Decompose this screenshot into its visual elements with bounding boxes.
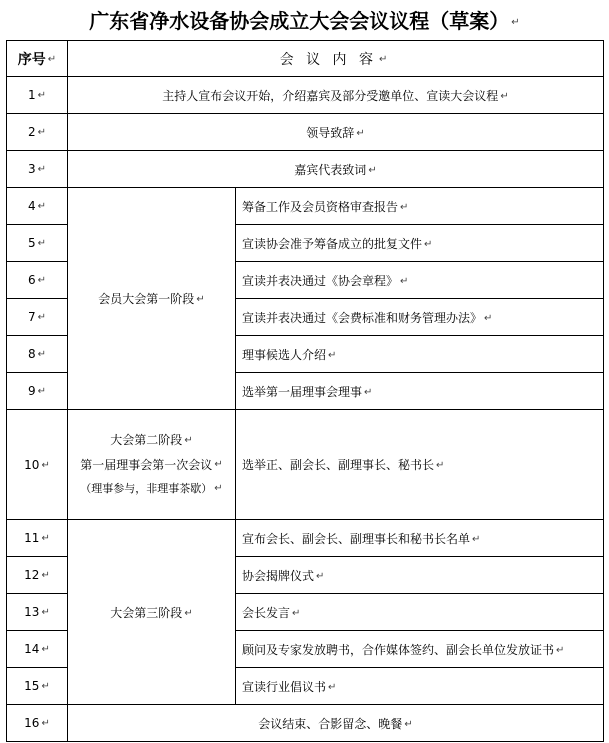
- paragraph-mark-icon: ↵: [500, 90, 509, 102]
- row-number: [7, 225, 68, 262]
- cell-text: 领导致辞: [306, 125, 355, 140]
- paragraph-mark-icon: ↵: [41, 570, 50, 581]
- row-number: [7, 336, 68, 373]
- table-row: [7, 520, 604, 557]
- table-row: [7, 705, 604, 742]
- paragraph-mark-icon: ↵: [292, 607, 301, 619]
- cell-text: 宣读行业倡议书: [242, 679, 327, 694]
- cell-text: 8: [27, 347, 36, 361]
- row-number: [7, 557, 68, 594]
- row-number: [7, 188, 68, 225]
- paragraph-mark-icon: ↵: [37, 90, 47, 101]
- paragraph-mark-icon: ↵: [214, 459, 223, 470]
- paragraph-mark-icon: ↵: [37, 386, 47, 397]
- paragraph-mark-icon: ↵: [37, 312, 47, 323]
- paragraph-mark-icon: ↵: [368, 164, 377, 176]
- paragraph-mark-icon: ↵: [436, 460, 445, 471]
- row-number: [7, 631, 68, 668]
- page-title: [0, 6, 609, 36]
- paragraph-mark-icon: ↵: [41, 459, 50, 471]
- cell-text: 序号: [17, 51, 46, 68]
- table-row: [7, 188, 604, 225]
- row-content: [68, 77, 604, 114]
- cell-text: 理事候选人介绍: [242, 347, 327, 362]
- cell-text: 3: [27, 162, 36, 176]
- row-content: [236, 299, 604, 336]
- row-number: [7, 262, 68, 299]
- cell-text: 9: [27, 384, 36, 398]
- row-content: [236, 373, 604, 410]
- stage-cell-3: [68, 520, 236, 705]
- paragraph-mark-icon: ↵: [400, 201, 409, 213]
- cell-text: 6: [27, 273, 36, 287]
- paragraph-mark-icon: ↵: [400, 275, 409, 287]
- row-number: [7, 705, 68, 742]
- row-content: [236, 410, 604, 520]
- row-content: [236, 262, 604, 299]
- row-content: [236, 336, 604, 373]
- paragraph-mark-icon: ↵: [328, 681, 337, 693]
- cell-text: 7: [27, 310, 36, 324]
- row-content: [68, 151, 604, 188]
- cell-text: 宣读协会准予筹备成立的批复文件: [242, 236, 423, 251]
- agenda-table: [6, 40, 604, 742]
- paragraph-mark-icon: ↵: [37, 164, 47, 175]
- cell-text: 宣读并表决通过《协会章程》: [242, 273, 399, 288]
- row-number: [7, 373, 68, 410]
- paragraph-mark-icon: ↵: [41, 607, 50, 618]
- paragraph-mark-icon: ↵: [378, 54, 392, 65]
- cell-text: 1: [27, 88, 36, 102]
- stage-cell-2: [68, 410, 236, 520]
- cell-text: 12: [24, 568, 40, 582]
- cell-text: 大会第三阶段: [110, 605, 183, 620]
- row-content: [236, 520, 604, 557]
- cell-text: 宣读并表决通过《会费标准和财务管理办法》: [242, 310, 483, 325]
- row-content: [68, 114, 604, 151]
- table-row: [7, 410, 604, 520]
- row-number: [7, 410, 68, 520]
- cell-text: 16: [24, 716, 40, 730]
- paragraph-mark-icon: ↵: [37, 127, 47, 138]
- row-content: [236, 557, 604, 594]
- row-content: [68, 705, 604, 742]
- row-content: [236, 225, 604, 262]
- row-number: [7, 151, 68, 188]
- paragraph-mark-icon: ↵: [37, 238, 47, 249]
- paragraph-mark-icon: ↵: [328, 349, 337, 361]
- paragraph-mark-icon: ↵: [214, 483, 223, 494]
- table-header-row: [7, 41, 604, 77]
- stage2-note: （理事参与，非理事茶歇）: [80, 482, 213, 495]
- cell-text: 选举第一届理事会理事: [242, 384, 363, 399]
- row-number: [7, 594, 68, 631]
- paragraph-mark-icon: ↵: [484, 312, 493, 324]
- paragraph-mark-icon: ↵: [41, 681, 50, 692]
- paragraph-mark-icon: ↵: [37, 275, 47, 286]
- cell-text: 2: [27, 125, 36, 139]
- cell-text: 14: [24, 642, 40, 656]
- cell-text: 顾问及专家发放聘书，合作媒体签约、副会长单位发放证书: [242, 642, 555, 657]
- row-number: [7, 520, 68, 557]
- paragraph-mark-icon: ↵: [196, 294, 205, 305]
- cell-text: 会 议 内 容: [279, 51, 377, 68]
- row-content: [236, 631, 604, 668]
- paragraph-mark-icon: ↵: [41, 718, 50, 729]
- cell-text: 11: [24, 531, 40, 545]
- paragraph-mark-icon: ↵: [424, 238, 433, 250]
- cell-text: 宣布会长、副会长、副理事长和秘书长名单: [242, 531, 471, 546]
- table-row: [7, 151, 604, 188]
- cell-text: 4: [27, 199, 36, 213]
- paragraph-mark-icon: ↵: [41, 644, 50, 655]
- paragraph-mark-icon: ↵: [511, 16, 520, 28]
- header-content: [68, 41, 604, 77]
- cell-text: 筹备工作及会员资格审查报告: [242, 199, 399, 214]
- row-number: [7, 299, 68, 336]
- cell-text: 会员大会第一阶段: [98, 292, 195, 306]
- cell-text: 13: [24, 605, 40, 619]
- table-row: [7, 77, 604, 114]
- row-content: [236, 594, 604, 631]
- cell-text: 选举正、副会长、副理事长、秘书长: [242, 458, 435, 472]
- row-number: [7, 77, 68, 114]
- cell-text: 会议结束、合影留念、晚餐: [258, 716, 403, 731]
- cell-text: 15: [24, 679, 40, 693]
- cell-text: 协会揭牌仪式: [242, 568, 315, 583]
- paragraph-mark-icon: ↵: [41, 533, 50, 544]
- stage2-title: 大会第二阶段: [110, 433, 183, 447]
- row-content: [236, 668, 604, 705]
- paragraph-mark-icon: ↵: [37, 201, 47, 212]
- paragraph-mark-icon: ↵: [47, 54, 57, 65]
- title-text: 广东省净水设备协会成立大会会议议程（草案）: [89, 9, 510, 33]
- stage2-subtitle: 第一届理事会第一次会议: [80, 457, 213, 472]
- paragraph-mark-icon: ↵: [184, 607, 193, 619]
- table-row: [7, 114, 604, 151]
- cell-text: 10: [24, 457, 40, 472]
- paragraph-mark-icon: ↵: [556, 644, 565, 656]
- paragraph-mark-icon: ↵: [356, 127, 365, 139]
- row-number: [7, 668, 68, 705]
- paragraph-mark-icon: ↵: [184, 434, 193, 446]
- cell-text: 5: [27, 236, 36, 250]
- stage-cell-1: [68, 188, 236, 410]
- row-content: [236, 188, 604, 225]
- paragraph-mark-icon: ↵: [404, 718, 413, 730]
- paragraph-mark-icon: ↵: [37, 349, 47, 360]
- row-number: [7, 114, 68, 151]
- header-no: [7, 41, 68, 77]
- cell-text: 嘉宾代表致词: [294, 162, 367, 177]
- cell-text: 主持人宣布会议开始，介绍嘉宾及部分受邀单位、宣读大会议程: [162, 88, 499, 103]
- paragraph-mark-icon: ↵: [316, 570, 325, 582]
- cell-text: 会长发言: [242, 605, 291, 620]
- paragraph-mark-icon: ↵: [364, 386, 373, 398]
- paragraph-mark-icon: ↵: [472, 533, 481, 545]
